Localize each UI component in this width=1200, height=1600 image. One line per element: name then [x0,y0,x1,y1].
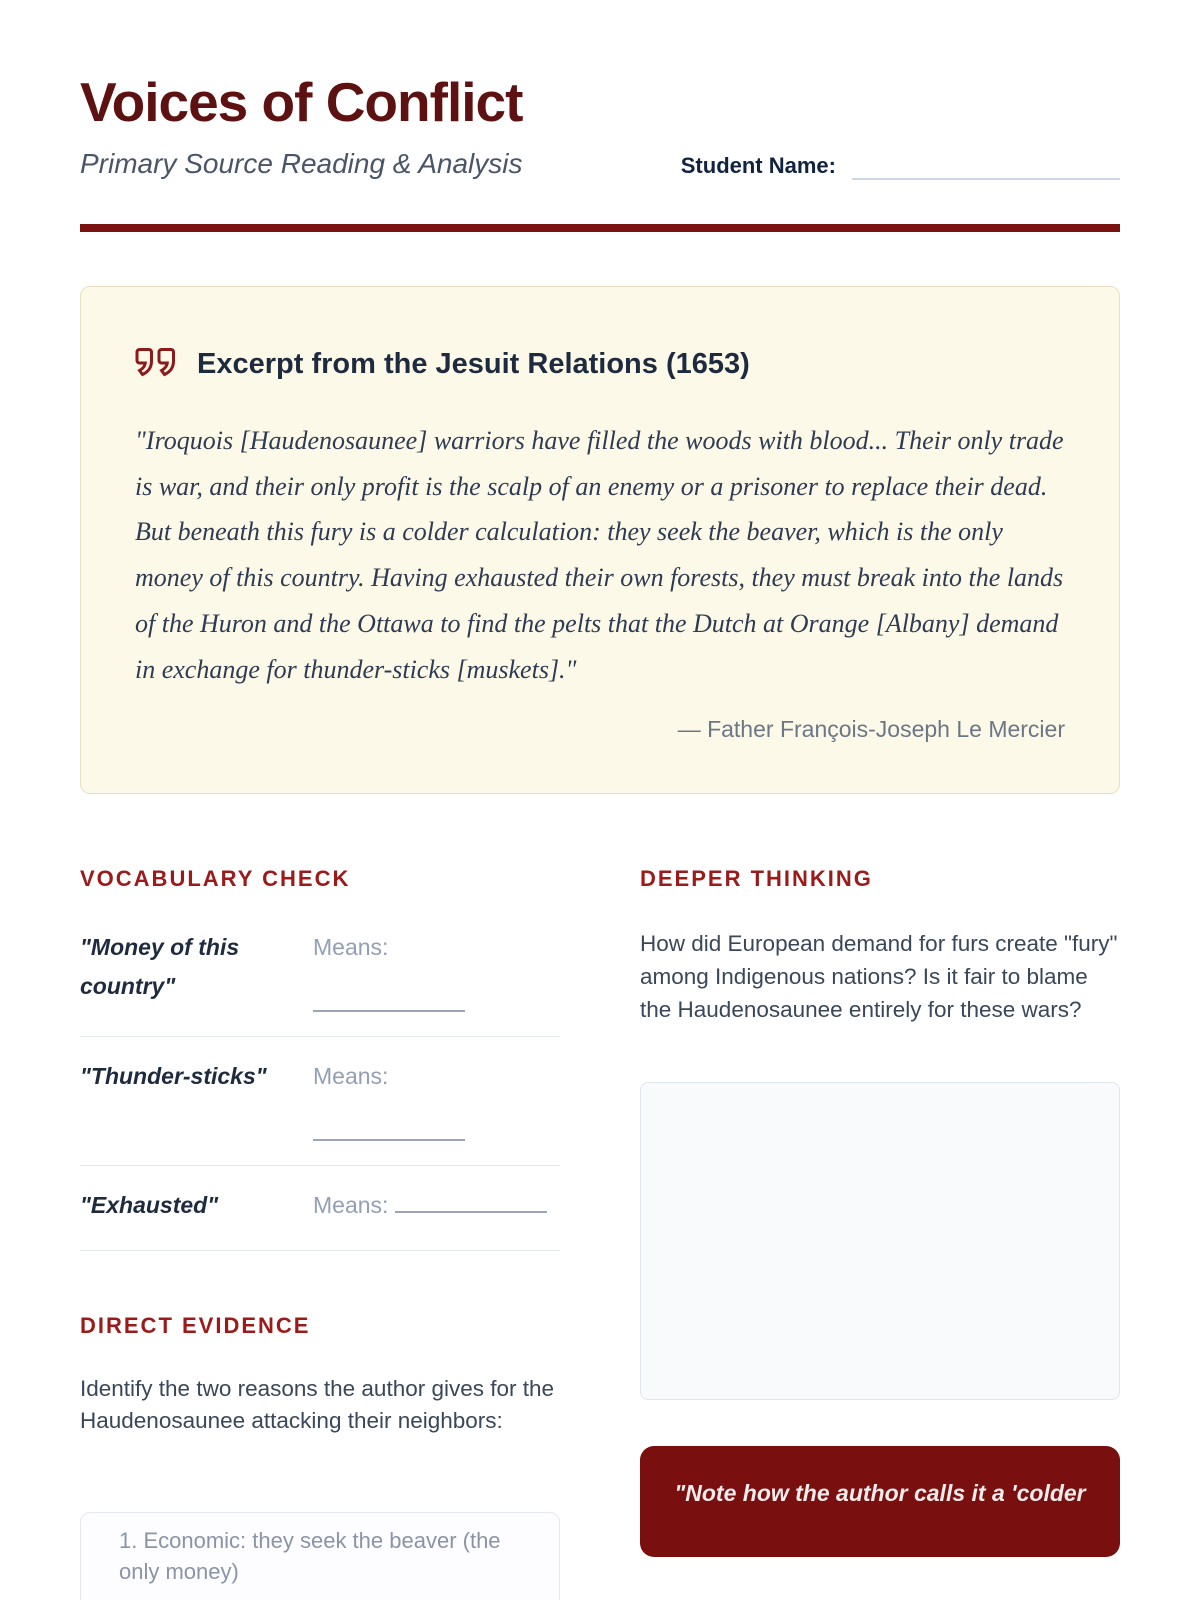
vocab-means [313,1186,560,1225]
student-name-block [681,153,1120,180]
vocab-row-money [80,928,560,1037]
direct-evidence-heading: DIRECT EVIDENCE [80,1312,311,1338]
deeper-thinking-question: How did European demand for furs create "fury" among Indigenous nations? Is it fair to blame the Haudenosaunee entirely for these wars? [640,931,1118,1022]
page-subtitle: Primary Source Reading & Analysis [80,147,523,179]
vocab-row-exhausted [80,1166,560,1250]
excerpt-heading: Excerpt from the Jesuit Relations (1653) [197,347,750,380]
direct-evidence-prompt: Identify the two reasons the author gives for the Haudenosaunee attacking their neighbors: [80,1375,555,1434]
worksheet-columns [80,866,1120,1600]
vocab-term: "Thunder-sticks" [80,1063,267,1090]
excerpt-card-header [135,345,1065,384]
excerpt-quote-text: "Iroquois [Haudenosaunee] warriors have filled the woods with blood... Their only trade is war, and their only profit is the scalp of an enemy or a prisoner to replace their dead. But beneath this fury is a colder calculation: they seek the beaver, which is the only money of this country. Having exhausted their own forests, they must break into the lands of the Huron and the Ottawa to find the pelts that the Dutch at Orange [Albany] demand in exchange for thunder-sticks [muskets]." [135,425,1064,684]
student-name-input-line[interactable] [852,164,1120,180]
double-quote-icon [135,345,179,384]
excerpt-attribution: — Father François-Joseph Le Mercier [677,716,1065,743]
worksheet-page [0,71,1200,1600]
divider-rule [80,224,1120,232]
teacher-tip-text: "Note how the author calls it a 'colder [674,1480,1086,1507]
direct-evidence-section [80,1313,560,1600]
direct-evidence-answer-line: 1. Economic: they seek the beaver (the only money) [119,1527,501,1584]
student-name-label: Student Name: [680,152,836,178]
header [80,71,1120,180]
left-column [80,866,560,1600]
means-answer-blank[interactable] [313,989,465,1012]
vocab-means [313,1057,560,1141]
means-answer-blank[interactable] [313,1118,465,1141]
deeper-thinking-heading: DEEPER THINKING [640,866,873,892]
means-label: Means: [313,1063,389,1090]
direct-evidence-answer-box[interactable] [80,1512,560,1600]
vocabulary-list [80,928,560,1250]
vocab-row-thunder-sticks [80,1037,560,1166]
deeper-thinking-answer-box[interactable] [640,1082,1120,1400]
right-column [640,866,1120,1600]
teacher-tip-box [640,1446,1120,1557]
means-label: Means: [313,934,389,961]
vocab-term: "Exhausted" [80,1192,219,1219]
header-row [80,148,1120,180]
page-title: Voices of Conflict [80,71,523,133]
means-label: Means: [313,1192,389,1219]
vocab-means [313,928,560,1012]
excerpt-card [80,286,1120,795]
vocabulary-heading: VOCABULARY CHECK [80,866,351,892]
vocab-term: "Money of this country" [80,934,240,1000]
means-answer-blank[interactable] [395,1190,547,1213]
